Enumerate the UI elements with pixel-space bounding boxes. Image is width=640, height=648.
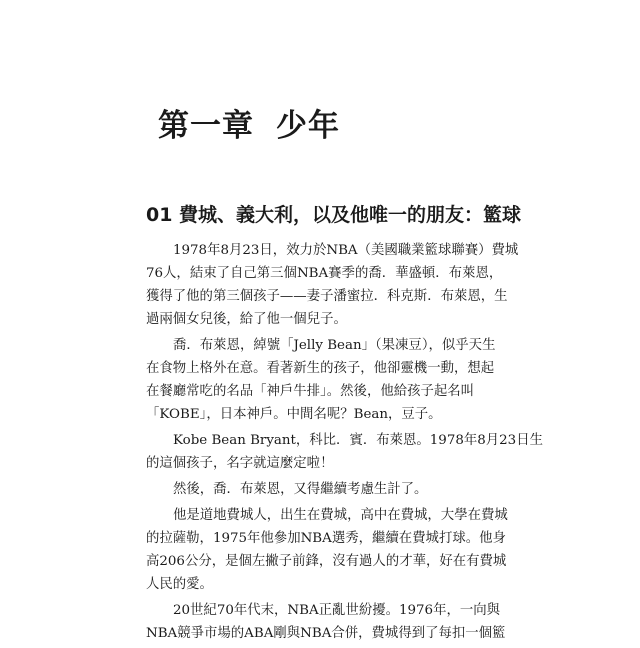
paragraph [146, 334, 496, 426]
text-line: 他是道地費城人，出生在費城，高中在費城，大學在費城 [173, 508, 508, 523]
text-line: 過兩個女兒後，給了他一個兒子。 [146, 312, 347, 327]
section-title: 01 費城、義大利，以及他唯一的朋友：籃球 [146, 204, 522, 226]
paragraph [146, 599, 506, 645]
text-line: 然後，喬．布萊恩，又得繼續考慮生計了。 [173, 482, 428, 497]
text-line: 人民的愛。 [146, 577, 213, 592]
paragraph [146, 429, 543, 475]
text-line: 獲得了他的第三個孩子——妻子潘蜜拉．科克斯．布萊恩，生 [146, 289, 508, 304]
paragraph [146, 478, 476, 501]
text-line: 喬．布萊恩，綽號「Jelly Bean」（果凍豆），似乎天生 [173, 338, 496, 353]
text-line: 在食物上格外在意。看著新生的孩子，他卻靈機一動，想起 [146, 361, 495, 376]
paragraph [146, 239, 519, 331]
text-line: NBA競爭市場的ABA剛與NBA合併，費城得到了每扣一個籃 [146, 626, 506, 641]
text-line: 「KOBE」，日本神戶。中間名呢？Bean，豆子。 [146, 407, 442, 422]
text-line: Kobe Bean Bryant，科比．賓．布萊恩。1978年8月23日生 [173, 433, 543, 448]
text-line: 1978年8月23日，效力於NBA（美國職業籃球聯賽）費城 [173, 243, 519, 258]
text-line: 的拉薩勒，1975年他參加NBA選秀，繼續在費城打球。他身 [146, 531, 506, 546]
text-line: 20世紀70年代末，NBA正亂世紛擾。1976年，一向與 [173, 603, 501, 618]
body-text [146, 239, 543, 648]
text-line: 高206公分，是個左撇子前鋒，沒有過人的才華，好在有費城 [146, 554, 507, 569]
chapter-name: 少年 [276, 108, 340, 144]
text-line: 的這個孩子，名字就這麼定啦！ [146, 456, 334, 471]
text-line: 在餐廳常吃的名品「神戶牛排」。然後，他給孩子起名叫 [146, 384, 475, 399]
text-line: 76人，結束了自己第三個NBA賽季的喬．華盛頓．布萊恩， [146, 266, 503, 281]
paragraph [146, 504, 508, 596]
chapter-title [158, 100, 340, 145]
chapter-number: 第一章 [158, 108, 254, 144]
